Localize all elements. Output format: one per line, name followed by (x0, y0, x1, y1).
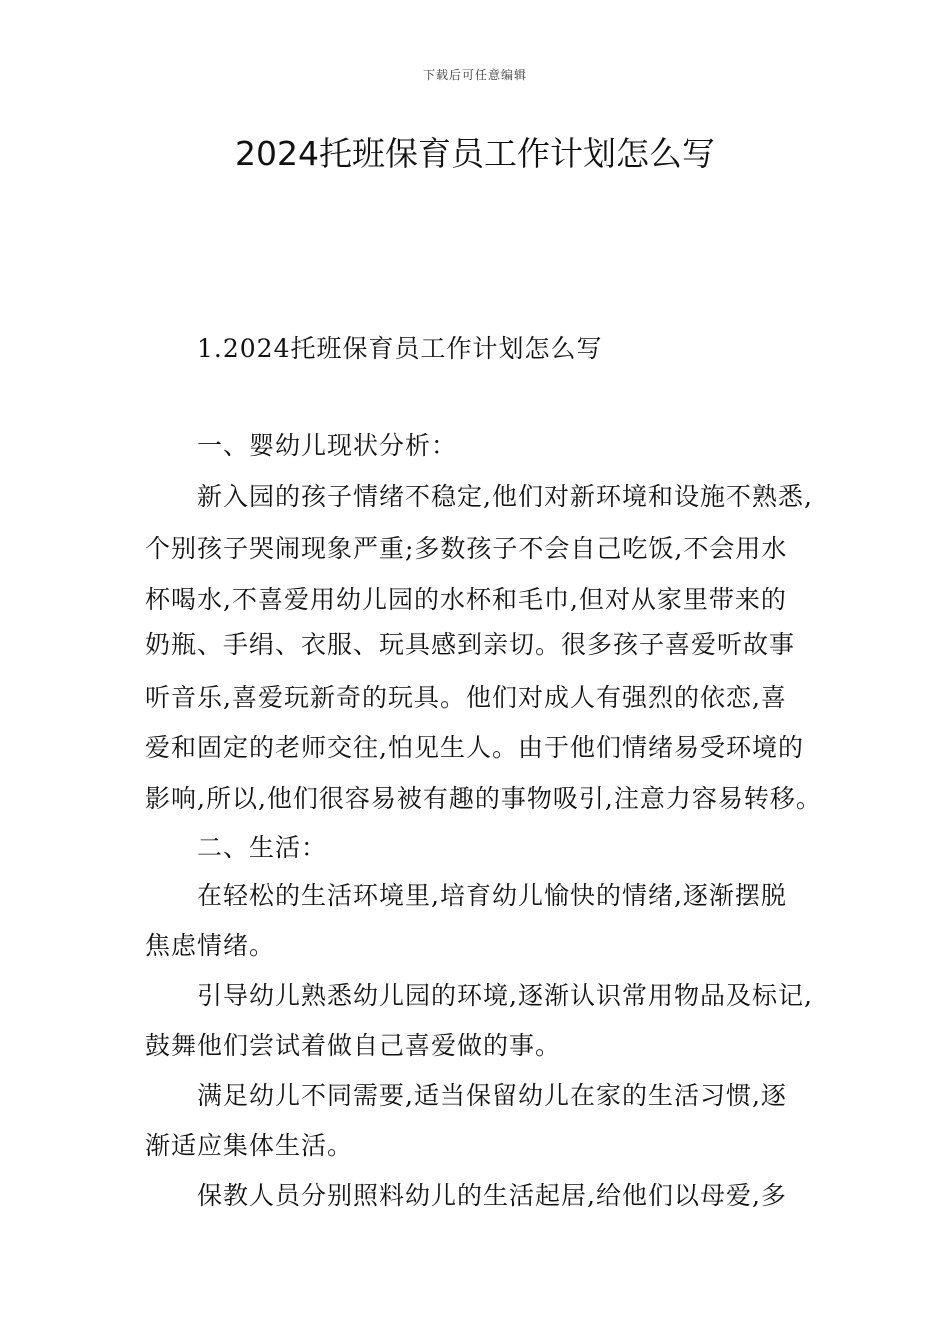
paragraph-line: 在轻松的生活环境里,培育幼儿愉快的情绪,逐渐摆脱 (197, 881, 787, 910)
paragraph-line: 焦虑情绪。 (145, 931, 276, 960)
paragraph-line: 听音乐,喜爱玩新奇的玩具。他们对成人有强烈的依恋,喜 (145, 683, 787, 712)
document-title: 2024托班保育员工作计划怎么写 (235, 134, 715, 173)
paragraph-line: 爱和固定的老师交往,怕见生人。由于他们情绪易受环境的 (145, 733, 804, 762)
paragraph-line: 满足幼儿不同需要,适当保留幼儿在家的生活习惯,逐 (197, 1081, 787, 1110)
header-note: 下载后可任意编辑 (422, 68, 527, 82)
section-heading-numbered: 1.2024托班保育员工作计划怎么写 (197, 334, 603, 363)
paragraph-line: 奶瓶、手绢、衣服、玩具感到亲切。很多孩子喜爱听故事 (145, 630, 796, 659)
section-heading: 二、生活： (197, 833, 328, 862)
paragraph-line: 杯喝水,不喜爱用幼儿园的水杯和毛巾,但对从家里带来的 (145, 585, 787, 614)
paragraph-line: 鼓舞他们尝试着做自己喜爱做的事。 (145, 1031, 562, 1060)
paragraph-line: 新入园的孩子情绪不稳定,他们对新环境和设施不熟悉, (197, 482, 813, 511)
section-heading: 一、婴幼儿现状分析： (197, 431, 458, 460)
paragraph-line: 渐适应集体生活。 (145, 1131, 354, 1160)
paragraph-line: 保教人员分别照料幼儿的生活起居,给他们以母爱,多 (197, 1181, 787, 1210)
paragraph-line: 个别孩子哭闹现象严重;多数孩子不会自己吃饭,不会用水 (145, 534, 788, 563)
paragraph-line: 影响,所以,他们很容易被有趣的事物吸引,注意力容易转移。 (145, 784, 822, 813)
paragraph-line: 引导幼儿熟悉幼儿园的环境,逐渐认识常用物品及标记, (197, 981, 813, 1010)
